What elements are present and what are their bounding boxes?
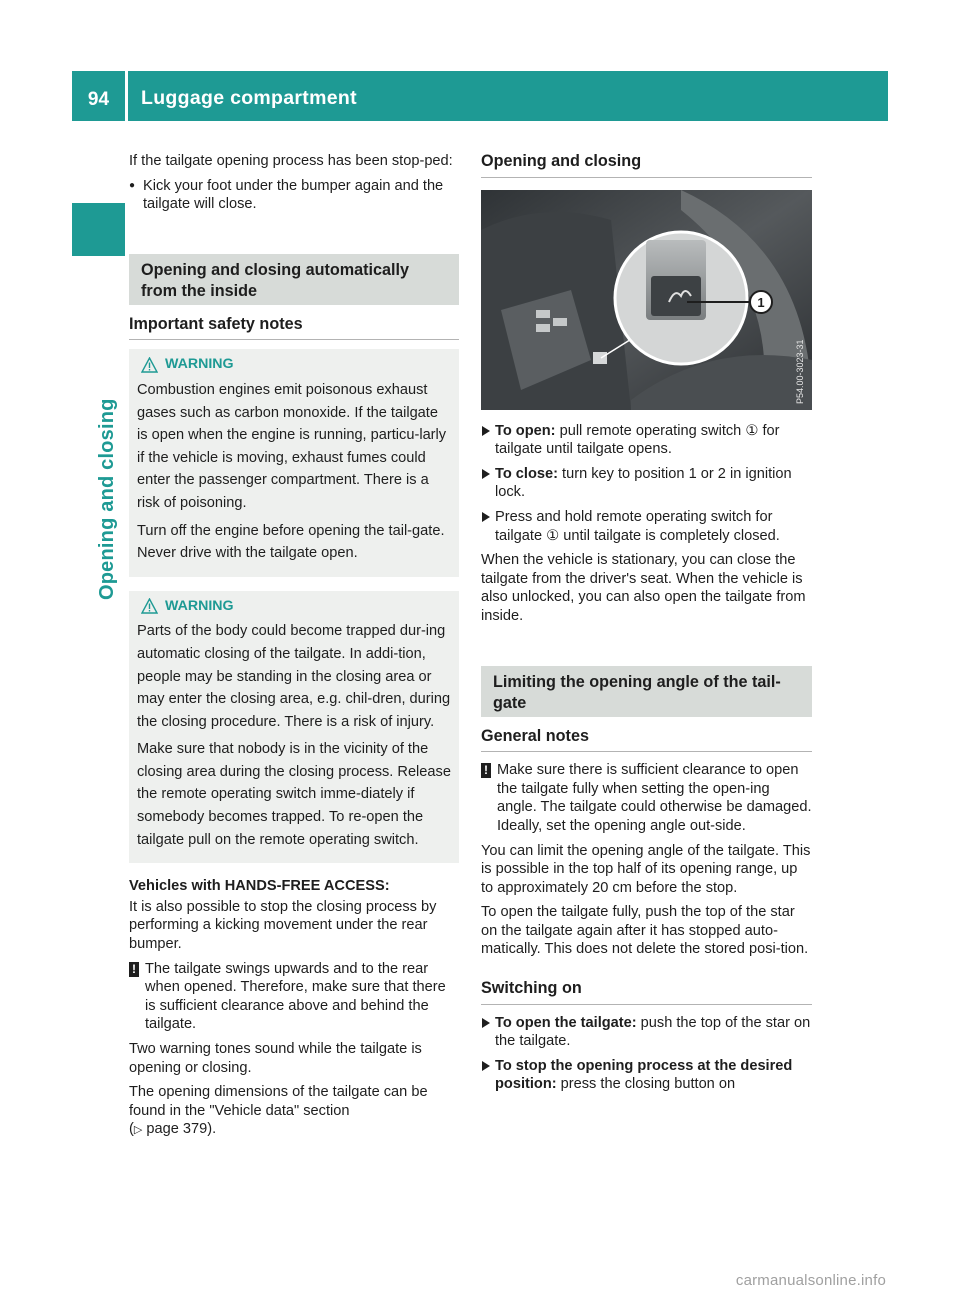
step-label: To open: <box>495 422 556 439</box>
arrow-right-icon <box>481 508 491 526</box>
header-divider <box>125 71 128 121</box>
list-item <box>129 177 459 214</box>
figure-code: P54.00-3023-31 <box>795 339 805 404</box>
fully-open-text: To open the tailgate fully, push the top of the star on the tailgate again after it has stopped auto-matically. This does not delete the stored posi-tion. <box>481 904 809 958</box>
warning-text: Turn off the engine before opening the tail-gate. Never drive with the tailgate open. <box>137 522 445 562</box>
warning-text: Make sure that nobody is in the vicinity of the closing area during the closing process. Release the remote operating switch imme-diately if somebody becomes trapped. To re-open the tailgate pull on the remote operating switch. <box>137 741 451 848</box>
list-item <box>481 465 812 502</box>
step-text: push the top of the star on the tailgate. <box>495 1014 811 1050</box>
intro-text: If the tailgate opening process has been stop-ped: <box>129 153 453 169</box>
door-switch-figure <box>481 190 812 410</box>
right-column <box>481 152 812 1100</box>
page-title: Luggage compartment <box>141 86 357 109</box>
arrow-right-icon <box>481 422 491 440</box>
side-tab-label: Opening and closing <box>96 398 118 600</box>
step-text: pull remote operating switch ① for tailgate until tailgate opens. <box>495 422 780 458</box>
warning-text: Parts of the body could become trapped dur-ing automatic closing of the tailgate. In addi-tion, people may be standing in the closing area or may enter the closing area, e.g. chil-dren, during the closing procedure. There is a risk of injury. <box>137 623 451 730</box>
stationary-text: When the vehicle is stationary, you can close the tailgate from the driver's seat. When the vehicle is also unlocked, you can also open the tailgate from inside. <box>481 552 806 624</box>
warning-header <box>137 355 451 374</box>
page-number: 94 <box>87 88 110 110</box>
notice-text: The tailgate swings upwards and to the rear when opened. Therefore, make sure that there is sufficient clearance above and behind the tailgate. <box>145 960 446 1033</box>
list-item <box>481 508 812 545</box>
callout-number: 1 <box>757 294 765 310</box>
step-text: turn key to position 1 or 2 in ignition lock. <box>495 465 792 501</box>
subhead-opening-closing: Opening and closing <box>481 152 812 178</box>
subhead-general-notes: General notes <box>481 717 812 753</box>
bullet-text: Kick your foot under the bumper again and the tailgate will close. <box>143 177 444 213</box>
watermark: carmanualsonline.info <box>735 1272 886 1289</box>
list-item <box>481 1057 812 1094</box>
exclamation-icon: ! <box>129 962 139 977</box>
step-text: Press and hold remote operating switch for tailgate ① until tailgate is completely closed. <box>495 508 780 544</box>
hands-free-text: It is also possible to stop the closing process by performing a kicking movement under the rear bumper. <box>129 898 437 953</box>
arrow-right-icon <box>481 465 491 483</box>
door-switch-illustration <box>481 190 812 410</box>
warning-header <box>137 597 451 616</box>
page-ref-link[interactable]: page 379). <box>146 1121 217 1138</box>
subhead-safety-notes: Important safety notes <box>129 305 459 341</box>
notice <box>481 761 812 835</box>
warning-label: WARNING <box>165 597 234 614</box>
warning-box <box>129 591 459 864</box>
limit-text: You can limit the opening angle of the tailgate. This is possible in the top half of its opening range, up to approximately 20 cm before the stop. <box>481 842 811 896</box>
list-item <box>481 422 812 459</box>
section-title-automatic: Opening and closing automatically from the inside <box>129 254 459 305</box>
notice-text: Make sure there is sufficient clearance to open the tailgate fully when setting the open-ing angle. The tailgate could otherwise be damaged. Ideally, set the opening angle out-side. <box>497 762 812 834</box>
warning-tones-text: Two warning tones sound while the tailgate is opening or closing. <box>129 1041 422 1076</box>
step-label: To stop the opening process at the desired position: <box>495 1057 793 1093</box>
section-title-limiting: Limiting the opening angle of the tail-gate <box>481 666 812 717</box>
step-label: To open the tailgate: <box>495 1014 637 1031</box>
hands-free-label: Vehicles with HANDS-FREE ACCESS: <box>129 878 390 895</box>
page-ref-arrow-icon: ▷ <box>133 1124 143 1137</box>
notice <box>129 960 459 1034</box>
arrow-right-icon <box>481 1014 491 1032</box>
warning-text: Combustion engines emit poisonous exhaust gases such as carbon monoxide. If the tailgate is open when the engine is running, particu-larly if the vehicle is moving, exhaust fumes could enter the passenger compartment. There is a risk of poisoning. <box>137 381 447 511</box>
list-item <box>481 1014 812 1051</box>
dimensions-text: The opening dimensions of the tailgate can be found in the "Vehicle data" section (▷ page 379). <box>129 1084 428 1138</box>
arrow-right-icon <box>481 1057 491 1075</box>
left-column <box>129 152 459 1146</box>
exclamation-icon: ! <box>481 763 491 778</box>
warning-box <box>129 349 459 576</box>
subhead-switching-on: Switching on <box>481 969 812 1005</box>
side-tab-block <box>72 203 125 256</box>
warning-triangle-icon <box>141 357 158 373</box>
warning-label: WARNING <box>165 356 234 373</box>
warning-triangle-icon <box>141 598 158 614</box>
step-label: To close: <box>495 465 558 482</box>
step-text: press the closing button on <box>556 1076 736 1093</box>
bullet-icon: ● <box>129 179 136 191</box>
